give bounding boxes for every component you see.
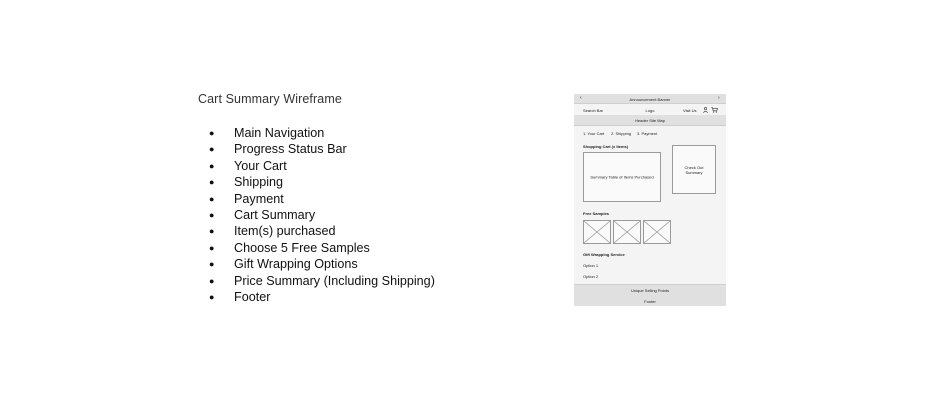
cart-heading: Shopping Cart (x Items): [583, 144, 629, 149]
bullet-dot: ●: [209, 291, 215, 302]
bullet-label: Main Navigation: [234, 126, 325, 140]
bullet-label: Footer: [234, 289, 271, 304]
cart-wireframe: [574, 94, 726, 306]
bullet-item: [209, 240, 435, 256]
gift-option-1: Option 1: [583, 263, 599, 268]
chevron-right-icon: ›: [718, 95, 720, 101]
bullet-item: [209, 141, 435, 157]
bullet-label: Payment: [234, 191, 284, 206]
bullet-label: Gift Wrapping Options: [234, 257, 358, 272]
bullet-item: [209, 174, 435, 190]
bullet-label: Progress Status Bar: [234, 142, 347, 157]
sample-placeholder-image: [613, 220, 641, 244]
announcement-label: Announcement Banner: [629, 96, 671, 102]
site-map-label: Header Site Map: [634, 118, 665, 123]
usp-label: Unique Selling Points: [630, 288, 670, 293]
bullet-item: [209, 289, 435, 305]
bullet-item: [209, 158, 435, 174]
header-site-map: [574, 115, 726, 126]
bullet-dot: ●: [209, 259, 215, 270]
bullet-label: Your Cart: [234, 158, 287, 173]
checkout-summary-label: Check Out Summary: [684, 164, 704, 175]
wireframe-footer: [574, 295, 726, 306]
announcement-banner: [574, 94, 726, 104]
sample-placeholder-image: [643, 220, 671, 244]
free-samples-heading: Free Samples: [583, 211, 610, 216]
bullet-dot: ●: [209, 128, 215, 138]
slide-title: Cart Summary Wireframe: [198, 92, 342, 106]
search-bar-label: Search Bar: [583, 108, 604, 113]
bullet-label: Choose 5 Free Samples: [234, 240, 370, 255]
checkout-summary-box: [672, 145, 716, 194]
bullet-dot: ●: [209, 160, 215, 171]
bullet-dot: ●: [209, 242, 215, 253]
step-shipping: 2. Shipping: [611, 131, 632, 136]
bullet-dot: ●: [209, 177, 215, 188]
bullet-list: [209, 125, 435, 305]
sample-placeholder-image: [583, 220, 611, 244]
bullet-item: [209, 256, 435, 272]
chevron-left-icon: ‹: [580, 95, 582, 101]
bullet-dot: ●: [209, 209, 215, 220]
summary-table-label: Summary Table of Items Purchased: [590, 174, 654, 180]
gift-option-2: Option 2: [583, 274, 599, 279]
cart-icon: [711, 107, 718, 113]
bullet-dot: ●: [209, 193, 215, 204]
bullet-label: Shipping: [234, 175, 284, 190]
user-icon: [703, 107, 708, 113]
bullet-label: Price Summary (Including Shipping): [234, 273, 435, 288]
bullet-item: [209, 207, 435, 223]
bullet-item: [209, 223, 435, 239]
logo-label: Logo: [645, 108, 655, 113]
wireframe-header: [574, 104, 726, 115]
footer-label: Footer: [644, 298, 656, 304]
bullet-label: Cart Summary: [234, 207, 316, 222]
bullet-item: [209, 125, 435, 141]
bullet-dot: ●: [209, 226, 215, 237]
gift-wrapping-heading: Gift Wrapping Service: [583, 252, 625, 257]
bullet-dot: ●: [209, 144, 215, 155]
summary-table-box: [583, 152, 661, 202]
bullet-item: [209, 191, 435, 207]
bullet-label: Item(s) purchased: [234, 224, 336, 239]
bullet-item: [209, 273, 435, 289]
step-your-cart: 1. Your Cart: [583, 131, 605, 136]
bullet-dot: ●: [209, 275, 215, 286]
visit-us-label: Visit Us: [683, 108, 697, 113]
step-payment: 3. Payment: [637, 131, 658, 136]
